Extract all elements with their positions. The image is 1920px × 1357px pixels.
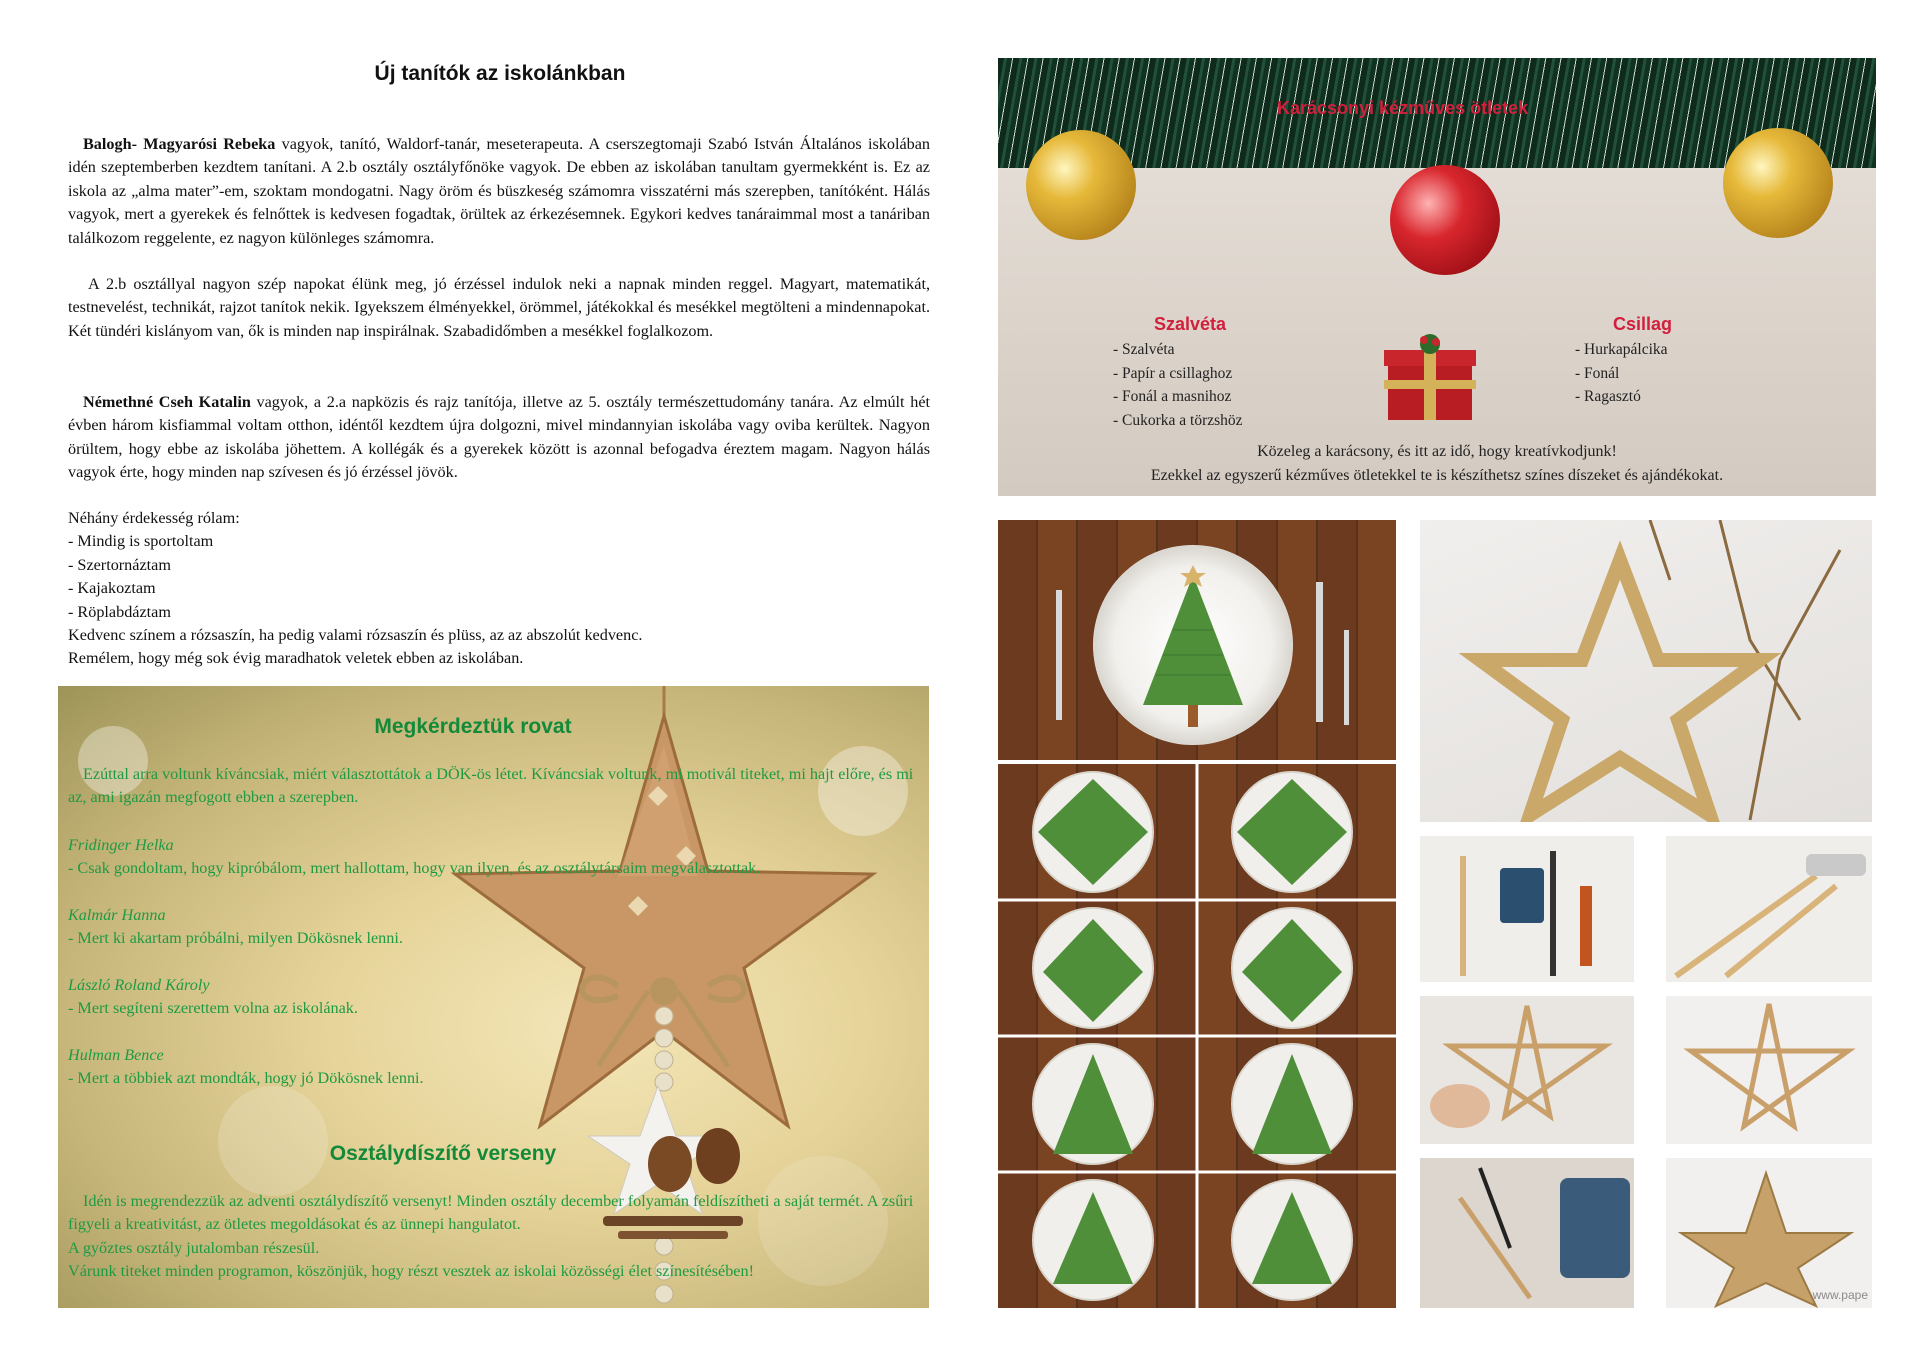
materials-photo	[1420, 836, 1634, 982]
stick-star-image	[1420, 996, 1634, 1144]
list-item: - Fonál a masnihoz	[1113, 388, 1232, 405]
red-bauble-image	[1390, 165, 1500, 275]
paragraph-text: vagyok, tanító, Waldorf-tanár, meseterapeuta. A cserszegtomaji Szabó István Általános iskolában idén szeptemberben kezdtem tanítani. A 2.b osztály osztályfőnöke vagyok. De ebben az iskolában tanultam gyermekként is. Ez az iskola az „alma mater”-em, szoktam mondogatni. Nagy öröm és büszkeség számomra visszatérni más szerepben, tanítóként. Hálás vagyok, mert a gyerekek és felnőttek is kedvesen fogadtak, örültek az érkezésemnek. Egykori kedves tanáraimmal most a tanáriban találkozom reggelente, ez nagyon különleges számomra.	[68, 135, 931, 247]
paragraph-class-2b: A 2.b osztállyal nagyon szép napokat élünk meg, jó érzéssel indulok neki a napnak minden reggel. Magyart, matematikát, testnevelést, technikát, rajzot tanítok nekik. Igyekszem élményekkel, örömmel, játékokkal és mesékkel megtölteni a mindennapokat. Két tündéri kislányom van, ők is minden nap inspirálnak. Szabadidőmben a mesékkel foglalkozom.	[68, 275, 930, 340]
column-title-napkin: Szalvéta	[1154, 314, 1227, 334]
gold-bauble-image	[1026, 130, 1136, 240]
gold-bauble-image	[1723, 128, 1833, 238]
paint-can-image	[1500, 868, 1544, 923]
paragraph-rebeka	[68, 133, 930, 250]
list-item: Remélem, hogy még sok évig maradhatok veletek ebben az iskolában.	[68, 649, 524, 668]
interview-answer: - Mert segíteni szerettem volna az iskolának.	[68, 999, 358, 1017]
banner-footer: Ezekkel az egyszerű kézműves ötletekkel te is készíthetsz színes díszeket és ajándékokat.	[1150, 467, 1724, 484]
contest-text: Várunk titeket minden programon, köszönjük, hogy részt vesztek az iskolai közösségi élet színesítésében!	[68, 1262, 754, 1280]
list-item: Kedvenc színem a rózsaszín, ha pedig valami rózsaszín és plüss, az az abszolút kedvenc.	[68, 626, 643, 645]
interviewee-name: Hulman Bence	[68, 1046, 164, 1064]
interviewee-name: Fridinger Helka	[68, 836, 174, 854]
spoon-image	[1344, 630, 1349, 725]
list-item: - Hurkapálcika	[1575, 341, 1668, 358]
folding-steps-image	[998, 764, 1396, 1308]
watermark-text: www.pape	[1812, 1288, 1868, 1302]
finished-frame-photo	[1666, 996, 1872, 1144]
sticks-glue-image	[1666, 836, 1872, 982]
section-heading-contest: Osztálydíszítő verseny	[329, 1142, 557, 1165]
wrapped-star-photo	[1666, 1158, 1872, 1308]
napkin-folding-steps-photo	[998, 764, 1396, 1308]
craft-ideas-banner	[998, 58, 1876, 496]
article-title: Új tanítók az iskolánkban	[374, 62, 626, 85]
list-item: Néhány érdekesség rólam:	[68, 509, 240, 527]
fork-image	[1056, 590, 1062, 720]
twig-star-image	[1666, 1158, 1872, 1308]
gift-box-icon	[1382, 328, 1478, 424]
list-item: - Cukorka a törzshöz	[1113, 411, 1243, 429]
brush-image	[1550, 851, 1556, 976]
glue-gun-photo	[1666, 836, 1872, 982]
materials-list-napkin	[1113, 338, 1243, 432]
sticks-image	[1460, 856, 1466, 976]
list-item: - Szalvéta	[1113, 341, 1175, 358]
list-item: - Ragasztó	[1575, 388, 1641, 405]
interviewee-name: Kalmár Hanna	[68, 906, 166, 924]
napkin-tree-table-photo	[998, 520, 1396, 760]
teacher-name: Némethné Cseh Katalin	[83, 393, 251, 411]
assembling-star-photo	[1420, 996, 1634, 1144]
teacher-name: Balogh- Magyarósi Rebeka	[83, 135, 276, 153]
paragraph-katalin	[68, 391, 930, 485]
interview-intro: Ezúttal arra voltunk kíváncsiak, miért választottátok a DÖK-ös létet. Kíváncsiak voltunk, mi motivál titeket, mi hajt előre, és mi az, ami igazán megfogott ebben a szerepben.	[68, 765, 914, 807]
banner-title: Karácsonyi kézműves ötletek	[1277, 98, 1529, 118]
column-title-star: Csillag	[1613, 314, 1673, 334]
interview-answer: - Csak gondoltam, hogy kipróbálom, mert hallottam, hogy van ilyen, és az osztálytársaim megválasztottak.	[68, 859, 761, 877]
banner-footer: Közeleg a karácsony, és itt az idő, hogy kreatívkodjunk!	[1257, 443, 1617, 460]
materials-list-star	[1575, 338, 1668, 409]
section-heading-interview: Megkérdeztük rovat	[374, 715, 572, 738]
napkin-tree-image	[1128, 565, 1258, 735]
glue-image	[1580, 886, 1592, 966]
stick-star-image	[1666, 996, 1872, 1144]
knife-image	[1316, 582, 1323, 722]
list-item: - Fonál	[1575, 364, 1620, 382]
facts-list	[68, 507, 930, 671]
interview-box	[58, 686, 929, 1308]
twig-star-image	[1420, 520, 1872, 822]
list-item: - Röplabdáztam	[68, 602, 171, 621]
interview-answer: - Mert a többiek azt mondták, hogy jó Dökösnek lenni.	[68, 1069, 424, 1087]
interviewee-name: László Roland Károly	[68, 976, 210, 994]
twig-star-photo	[1420, 520, 1872, 822]
list-item: - Mindig is sportoltam	[68, 532, 214, 551]
contest-text: Idén is megrendezzük az adventi osztálydíszítő versenyt! Minden osztály december folyamán feldíszítheti a saját termét. A zsűri figyeli a kreativitást, az ötletes megoldásokat és az ünnepi hangulatot.	[68, 1192, 914, 1234]
list-item: - Papír a csillaghoz	[1113, 364, 1233, 382]
interview-answer: - Mert ki akartam próbálni, milyen Dökösnek lenni.	[68, 929, 403, 947]
list-item: - Kajakoztam	[68, 579, 156, 598]
list-item: - Szertornáztam	[68, 555, 171, 574]
paint-can-image	[1420, 1158, 1634, 1308]
painting-star-photo	[1420, 1158, 1634, 1308]
paragraph-text: vagyok, a 2.a napközis és rajz tanítója, illetve az 5. osztály természettudomány tanára. Az elmúlt hét évben három kisfiammal voltam otthon, idéntől kezdtem újra dolgozni, mivel mindannyian iskolába vagy oviba kerültek. Nagyon örültem, hogy ebbe az iskolába jöhettem. A kollégák és a gyerekek között is azonnal befogadva éreztem magam. Nagyon hálás vagyok érte, hogy minden nap szívesen és jó érzéssel jövök.	[68, 393, 930, 482]
contest-text: A győztes osztály jutalomban részesül.	[68, 1239, 320, 1257]
